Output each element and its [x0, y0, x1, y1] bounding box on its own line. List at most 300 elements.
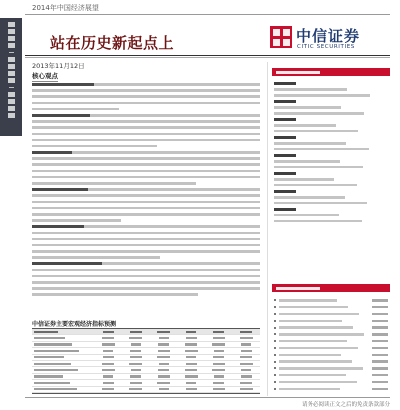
table-cell [122, 348, 150, 353]
related-research-header [272, 284, 390, 292]
cell-text [213, 388, 225, 390]
cell-text [214, 375, 224, 377]
table-cell [232, 348, 260, 353]
body-paragraph [32, 188, 260, 222]
table-cell [205, 367, 233, 372]
cell-text [213, 382, 224, 384]
cell-text [158, 343, 169, 345]
sidebar-glyph [8, 29, 15, 34]
cell-text [241, 343, 251, 345]
cell-text [34, 331, 58, 333]
related-date [372, 374, 388, 376]
cell-text [103, 382, 114, 384]
related-title [279, 306, 348, 308]
table-cell [32, 342, 95, 347]
cell-text [34, 363, 71, 365]
table-cell [205, 387, 233, 392]
cell-text [130, 331, 142, 333]
forecast-table [32, 328, 260, 394]
related-item [274, 351, 388, 358]
cell-text [240, 337, 253, 339]
table-row [32, 387, 260, 393]
text-line [32, 151, 260, 154]
table-cell [232, 342, 260, 347]
table-cell [205, 329, 233, 334]
title-rule [25, 55, 390, 56]
table-cell [205, 361, 233, 366]
sidebar-glyph [8, 113, 15, 118]
cell-text [241, 375, 252, 377]
bullet-icon [274, 333, 276, 335]
related-date [372, 354, 388, 356]
body-paragraph [32, 151, 260, 185]
related-title [279, 381, 357, 383]
table-cell [177, 342, 205, 347]
sidebar-glyph [8, 78, 15, 83]
table-cell [95, 348, 123, 353]
table-cell [95, 374, 123, 379]
related-date [372, 340, 388, 342]
cell-text [34, 350, 79, 352]
paragraph-lead [32, 225, 84, 228]
cell-text [157, 382, 170, 384]
cell-text [129, 337, 142, 339]
related-title [279, 367, 363, 369]
related-title [279, 360, 352, 362]
sidebar-glyph [8, 64, 15, 69]
table-cell [95, 367, 123, 372]
text-line [32, 145, 157, 148]
related-date [372, 381, 388, 383]
cell-text [130, 375, 141, 377]
cell-text [157, 331, 170, 333]
related-item [274, 317, 388, 324]
report-date: 2013年11月12日 [32, 62, 85, 70]
bullet-icon [274, 340, 276, 342]
text-line [32, 201, 260, 204]
report-title: 站在历史新起点上 [50, 34, 175, 52]
table-cell [205, 335, 233, 340]
bullet-icon [274, 347, 276, 349]
text-line [32, 269, 260, 272]
text-line [32, 170, 260, 173]
summary-heading: 核心观点 [32, 72, 58, 80]
table-cell [232, 380, 260, 385]
text-line [32, 182, 196, 185]
bullet-icon [274, 388, 276, 390]
text-line [32, 176, 260, 179]
table-cell [205, 355, 233, 360]
table-cell [150, 367, 178, 372]
analyst-name [274, 154, 296, 157]
bullet-icon [274, 299, 276, 301]
table-cell [232, 387, 260, 392]
related-date [372, 299, 388, 301]
related-item [274, 365, 388, 372]
related-item [274, 379, 388, 386]
contact-line [274, 142, 346, 144]
table-cell [32, 387, 95, 392]
contact-line [274, 178, 334, 180]
related-item [274, 297, 388, 304]
text-line [32, 139, 260, 142]
related-title [279, 333, 364, 335]
text-line [32, 219, 121, 222]
analyst-name [274, 172, 296, 175]
contact-line [274, 106, 341, 108]
cell-text [102, 369, 115, 371]
related-item [274, 304, 388, 311]
sidebar-glyph [8, 71, 15, 76]
table-cell [177, 329, 205, 334]
related-item [274, 345, 388, 352]
cell-text [34, 343, 72, 345]
related-date [372, 313, 388, 315]
analyst-entry [274, 172, 388, 187]
body-paragraph [32, 225, 260, 259]
text-line [32, 83, 260, 86]
cell-text [240, 388, 253, 390]
text-line [32, 126, 260, 129]
bullet-icon [274, 374, 276, 376]
cell-text [157, 356, 170, 358]
cell-text [186, 356, 196, 358]
table-cell [177, 361, 205, 366]
contact-line [274, 124, 336, 126]
bullet-icon [274, 367, 276, 369]
related-date [372, 367, 388, 369]
disclaimer-footer: 请务必阅读正文之后的免责条款部分 [301, 402, 390, 408]
analyst-entry [274, 136, 388, 151]
cell-text [159, 388, 169, 390]
analyst-entry [274, 208, 388, 223]
table-cell [150, 387, 178, 392]
text-line [32, 250, 260, 253]
table-cell [177, 374, 205, 379]
contact-line [274, 130, 358, 132]
cell-text [240, 356, 252, 358]
analyst-name [274, 136, 296, 139]
text-line [32, 225, 260, 228]
cell-text [241, 350, 252, 352]
related-item [274, 324, 388, 331]
analyst-contacts [274, 82, 388, 278]
related-date [372, 326, 388, 328]
text-line [32, 207, 260, 210]
sidebar-glyph [8, 99, 15, 104]
cell-text [34, 388, 77, 390]
cell-text [130, 350, 141, 352]
bullet-icon [274, 361, 276, 363]
text-line [32, 188, 260, 191]
forecast-table-title: 中信证券主要宏观经济指标预测 [32, 321, 117, 328]
cell-text [103, 350, 113, 352]
table-cell [122, 367, 150, 372]
cell-text [241, 369, 251, 371]
related-item [274, 331, 388, 338]
text-line [32, 163, 260, 166]
bullet-icon [274, 381, 276, 383]
text-line [32, 114, 260, 117]
logo-chinese-name: 中信证券 [296, 27, 361, 45]
cell-text [159, 337, 169, 339]
cell-text [131, 343, 141, 345]
related-title [279, 299, 337, 301]
paragraph-lead [32, 151, 72, 154]
related-date [372, 388, 388, 390]
cell-text [213, 331, 224, 333]
related-date [372, 360, 388, 362]
analyst-section-header [272, 68, 390, 76]
related-item [274, 338, 388, 345]
text-line [32, 89, 260, 92]
cell-text [186, 382, 196, 384]
table-cell [205, 380, 233, 385]
contact-line [274, 112, 364, 114]
contact-line [274, 160, 340, 162]
cell-text [34, 337, 65, 339]
table-cell [32, 367, 95, 372]
analyst-name [274, 118, 296, 121]
cell-text [34, 382, 70, 384]
table-cell [177, 380, 205, 385]
table-cell [32, 329, 95, 334]
table-cell [32, 355, 95, 360]
cell-text [186, 337, 197, 339]
table-cell [122, 361, 150, 366]
cell-text [103, 356, 114, 358]
table-cell [150, 374, 178, 379]
sidebar-glyph [8, 43, 15, 48]
table-cell [177, 367, 205, 372]
title-rule [25, 57, 390, 58]
text-line [32, 287, 260, 290]
related-date [372, 320, 388, 322]
analyst-entry [274, 154, 388, 169]
cell-text [213, 363, 225, 365]
table-cell [32, 361, 95, 366]
column-divider [267, 62, 268, 396]
paragraph-lead [32, 83, 94, 86]
cell-text [240, 363, 253, 365]
cell-text [186, 388, 197, 390]
related-item [274, 385, 388, 392]
cell-text [129, 363, 142, 365]
table-cell [95, 380, 123, 385]
table-cell [95, 387, 123, 392]
text-line [32, 262, 260, 265]
analyst-name [274, 190, 296, 193]
text-line [32, 256, 160, 259]
contact-line [274, 166, 363, 168]
citic-logo-icon [270, 26, 292, 48]
cell-text [240, 331, 252, 333]
cell-text [185, 375, 198, 377]
body-paragraph [32, 83, 260, 110]
cell-text [103, 375, 113, 377]
cell-text [102, 388, 114, 390]
logo-english-name: CITIC SECURITIES [297, 44, 355, 50]
sidebar-glyph [8, 22, 15, 27]
analyst-entry [274, 82, 388, 97]
cell-text [159, 363, 169, 365]
sidebar-separator [9, 87, 14, 88]
table-cell [150, 348, 178, 353]
cell-text [102, 337, 114, 339]
table-cell [150, 355, 178, 360]
cell-text [185, 350, 198, 352]
cell-text [212, 369, 225, 371]
related-title [279, 347, 358, 349]
table-cell [122, 387, 150, 392]
cell-text [131, 369, 141, 371]
footer-rule [25, 397, 390, 398]
related-item [274, 358, 388, 365]
paragraph-lead [32, 188, 88, 191]
cell-text [186, 331, 196, 333]
contact-line [274, 94, 370, 96]
bullet-icon [274, 320, 276, 322]
table-cell [95, 329, 123, 334]
text-line [32, 213, 260, 216]
related-title [279, 326, 353, 328]
cell-text [213, 356, 224, 358]
table-cell [205, 374, 233, 379]
table-cell [32, 374, 95, 379]
table-cell [232, 335, 260, 340]
table-cell [232, 374, 260, 379]
table-cell [150, 361, 178, 366]
cell-text [185, 343, 197, 345]
bullet-icon [274, 354, 276, 356]
table-cell [232, 361, 260, 366]
related-title [279, 313, 359, 315]
related-title [279, 320, 342, 322]
contact-line [274, 214, 339, 216]
related-research-list [274, 297, 388, 394]
table-cell [205, 342, 233, 347]
related-item [274, 372, 388, 379]
paragraph-lead [32, 114, 90, 117]
cell-text [130, 382, 142, 384]
cell-text [213, 337, 225, 339]
related-item [274, 311, 388, 318]
analyst-name [274, 208, 296, 211]
table-cell [95, 335, 123, 340]
cell-text [34, 375, 63, 377]
table-cell [32, 380, 95, 385]
table-cell [32, 348, 95, 353]
text-line [32, 238, 260, 241]
cell-text [102, 363, 114, 365]
sidebar-glyph [8, 92, 15, 97]
cell-text [103, 331, 114, 333]
table-cell [150, 380, 178, 385]
report-series-label: 2014年中国经济展望 [32, 4, 99, 12]
bullet-icon [274, 313, 276, 315]
table-cell [122, 335, 150, 340]
table-cell [177, 335, 205, 340]
cell-text [185, 369, 197, 371]
cell-text [102, 343, 115, 345]
text-line [32, 102, 260, 105]
table-cell [177, 355, 205, 360]
body-text [32, 83, 260, 317]
table-cell [205, 348, 233, 353]
table-cell [232, 367, 260, 372]
text-line [32, 275, 260, 278]
sidebar-separator [9, 52, 14, 53]
text-line [32, 293, 198, 296]
table-cell [32, 335, 95, 340]
table-cell [122, 342, 150, 347]
cell-text [34, 369, 78, 371]
analyst-entry [274, 118, 388, 133]
bullet-icon [274, 306, 276, 308]
related-date [372, 333, 388, 335]
table-cell [150, 335, 178, 340]
related-date [372, 306, 388, 308]
analyst-entry [274, 190, 388, 205]
analyst-name [274, 82, 296, 85]
sidebar-glyph [8, 57, 15, 62]
cell-text [158, 369, 169, 371]
contact-line [274, 184, 357, 186]
related-date [372, 347, 388, 349]
cell-text [158, 375, 170, 377]
analyst-name [274, 100, 296, 103]
table-cell [95, 361, 123, 366]
related-title [279, 374, 346, 376]
text-line [32, 244, 260, 247]
cell-text [214, 350, 224, 352]
table-cell [177, 387, 205, 392]
text-line [32, 281, 260, 284]
text-line [32, 95, 260, 98]
contact-line [274, 202, 367, 204]
cell-text [212, 343, 225, 345]
contact-line [274, 148, 369, 150]
table-cell [177, 348, 205, 353]
table-cell [122, 355, 150, 360]
header-rule [25, 14, 390, 15]
cell-text [130, 356, 142, 358]
contact-line [274, 196, 345, 198]
table-cell [95, 355, 123, 360]
bullet-icon [274, 327, 276, 329]
text-line [32, 108, 119, 111]
contact-line [274, 220, 362, 222]
sidebar-glyph [8, 36, 15, 41]
cell-text [186, 363, 197, 365]
category-sidebar [0, 18, 22, 136]
text-line [32, 232, 260, 235]
analyst-entry [274, 100, 388, 115]
related-title [279, 354, 341, 356]
text-line [32, 157, 260, 160]
table-cell [150, 329, 178, 334]
table-cell [122, 374, 150, 379]
table-cell [232, 355, 260, 360]
table-cell [95, 342, 123, 347]
paragraph-lead [32, 262, 102, 265]
body-paragraph [32, 262, 260, 296]
related-title [279, 388, 340, 390]
cell-text [158, 350, 170, 352]
text-line [32, 194, 260, 197]
sidebar-glyph [8, 106, 15, 111]
contact-line [274, 88, 347, 90]
